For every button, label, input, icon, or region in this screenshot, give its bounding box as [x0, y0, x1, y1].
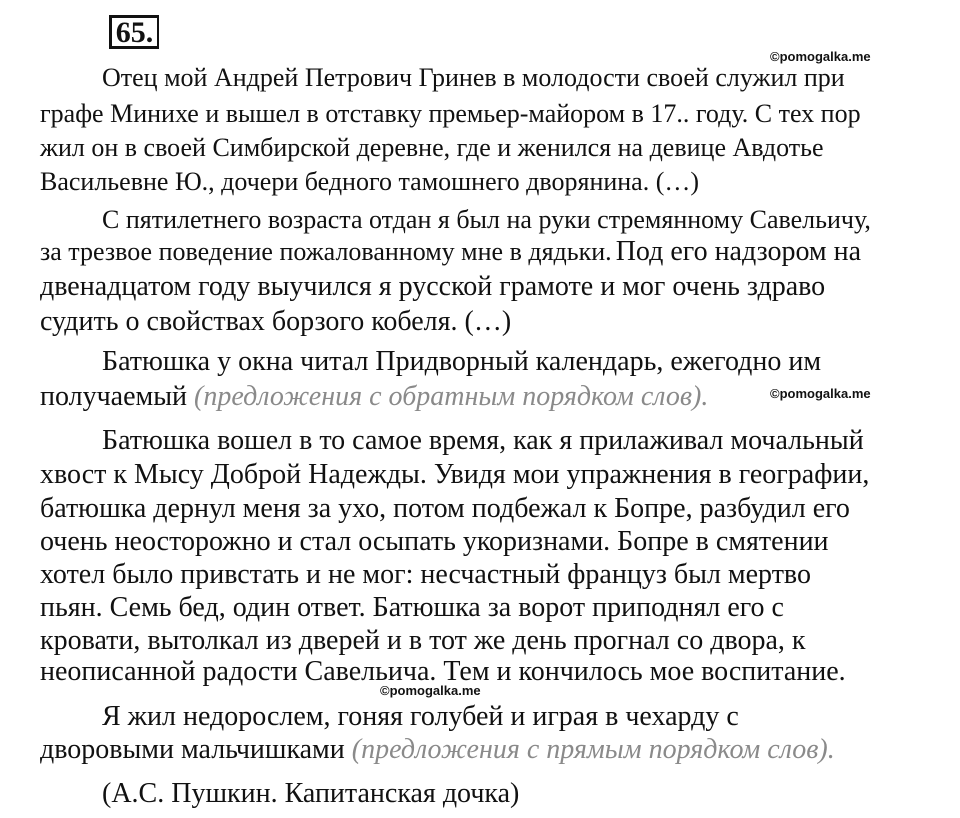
text-line — [40, 236, 861, 268]
text-line: пьян. Семь бед, один ответ. Батюшка за ворот приподнял его с — [40, 592, 784, 623]
text-line: Батюшка у окна читал Придворный календарь, ежегодно им — [102, 346, 822, 377]
text-segment: дворовыми мальчишками — [40, 734, 345, 765]
text-line: Отец мой Андрей Петрович Гринев в молодости своей служил при — [102, 63, 845, 92]
text-line: очень неосторожно и стал осыпать укоризнами. Бопре в смятении — [40, 526, 829, 557]
text-line: неописанной радости Савельича. Тем и кончилось мое воспитание. — [40, 656, 846, 687]
watermark: ©pomogalka.me — [770, 49, 871, 64]
text-line: батюшка дернул меня за ухо, потом подбежал к Бопре, разбудил его — [40, 493, 850, 524]
exercise-number: 65. — [109, 15, 159, 49]
grammar-note: (предложения с обратным порядком слов). — [194, 381, 709, 412]
text-line: Васильевне Ю., дочери бедного тамошнего дворянина. (…) — [40, 167, 700, 196]
text-line: кровати, вытолкал из дверей и в тот же день прогнал со двора, к — [40, 625, 806, 656]
text-line: Батюшка вошел в то самое время, как я прилаживал мочальный — [102, 425, 864, 456]
text-line: Я жил недорослем, гоняя голубей и играя в чехарду с — [102, 701, 739, 732]
text-line: хотел было привстать и не мог: несчастный француз был мертво — [40, 559, 811, 590]
text-line: жил он в своей Симбирской деревне, где и женился на девице Авдотье — [40, 133, 824, 162]
text-segment: за трезвое поведение пожалованному мне в дядьки. — [40, 237, 612, 266]
text-segment: Под его надзором на — [615, 236, 862, 267]
text-line: двенадцатом году выучился я русской грамоте и мог очень здраво — [40, 271, 826, 302]
text-line — [40, 733, 835, 767]
watermark: ©pomogalka.me — [770, 386, 871, 401]
text-line — [40, 380, 708, 414]
text-line: хвост к Мысу Доброй Надежды. Увидя мои упражнения в географии, — [40, 459, 870, 490]
text-line: графе Минихе и вышел в отставку премьер-майором в 17.. году. С тех пор — [40, 99, 861, 128]
text-segment: получаемый — [40, 381, 188, 412]
watermark: ©pomogalka.me — [380, 683, 481, 698]
text-line: С пятилетнего возраста отдан я был на руки стремянному Савельичу, — [102, 205, 871, 234]
source-citation: (А.С. Пушкин. Капитанская дочка) — [102, 778, 520, 809]
grammar-note: (предложения с прямым порядком слов). — [351, 734, 835, 765]
text-line: судить о свойствах борзого кобеля. (…) — [40, 306, 512, 337]
